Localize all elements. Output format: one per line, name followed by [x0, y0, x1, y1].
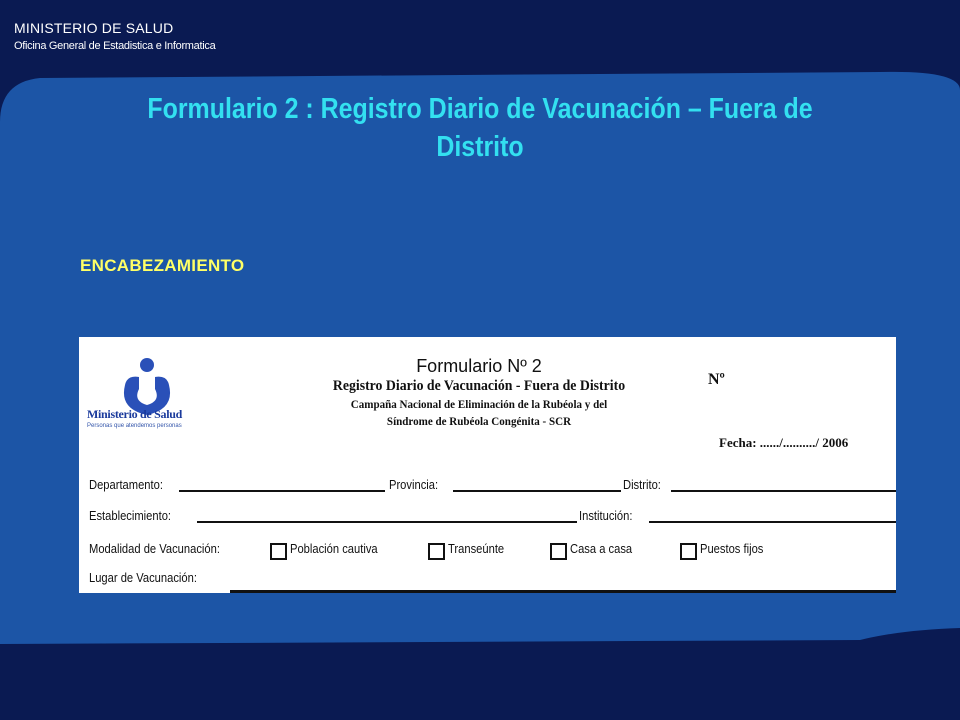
section-label: ENCABEZAMIENTO — [80, 256, 245, 275]
institucion-line — [649, 521, 896, 523]
ministry-office: Oficina General de Estadistica e Informatica — [14, 40, 216, 52]
form-heading — [279, 355, 679, 430]
casa-a-casa-checkbox — [550, 543, 567, 560]
transeunte-checkbox — [428, 543, 445, 560]
departamento-line — [179, 490, 385, 492]
form-title: Formulario Nº 2 — [416, 356, 542, 376]
poblacion-cautiva-checkbox — [270, 543, 287, 560]
puestos-fijos-checkbox — [680, 543, 697, 560]
lugar-line — [230, 590, 896, 593]
logo-name: Ministerio de Salud — [87, 407, 182, 421]
provincia-line — [453, 490, 621, 492]
transeunte-label: Transeúnte — [448, 541, 505, 556]
ministry-header — [14, 20, 215, 52]
form-subtitle: Registro Diario de Vacunación - Fuera de Distrito — [332, 378, 626, 394]
distrito-label: Distrito: — [623, 477, 661, 492]
provincia-label: Provincia: — [389, 477, 439, 492]
ministry-name: MINISTERIO DE SALUD — [14, 20, 174, 36]
poblacion-cautiva-label: Población cautiva — [290, 541, 378, 556]
establecimiento-line — [197, 521, 577, 523]
form-date-label: Fecha: ....../........../ 2006 — [719, 435, 849, 450]
distrito-line — [671, 490, 896, 492]
form-number-label: Nº — [708, 371, 725, 388]
establecimiento-label: Establecimiento: — [89, 508, 172, 523]
form-campaign-line1: Campaña Nacional de Eliminación de la Rubéola y del — [350, 397, 608, 411]
modalidad-label: Modalidad de Vacunación: — [89, 541, 220, 556]
institucion-label: Institución: — [579, 508, 633, 523]
logo-tagline: Personas que atendemos personas — [87, 423, 182, 429]
departamento-label: Departamento: — [89, 477, 163, 492]
form-header-image — [79, 337, 896, 593]
slide-title: Formulario 2 : Registro Diario de Vacunación – Fuera de Distrito — [147, 93, 813, 163]
form-campaign-line2: Síndrome de Rubéola Congénita - SCR — [386, 414, 572, 428]
lugar-label: Lugar de Vacunación: — [89, 570, 197, 585]
casa-a-casa-label: Casa a casa — [570, 541, 633, 556]
puestos-fijos-label: Puestos fijos — [700, 541, 764, 556]
